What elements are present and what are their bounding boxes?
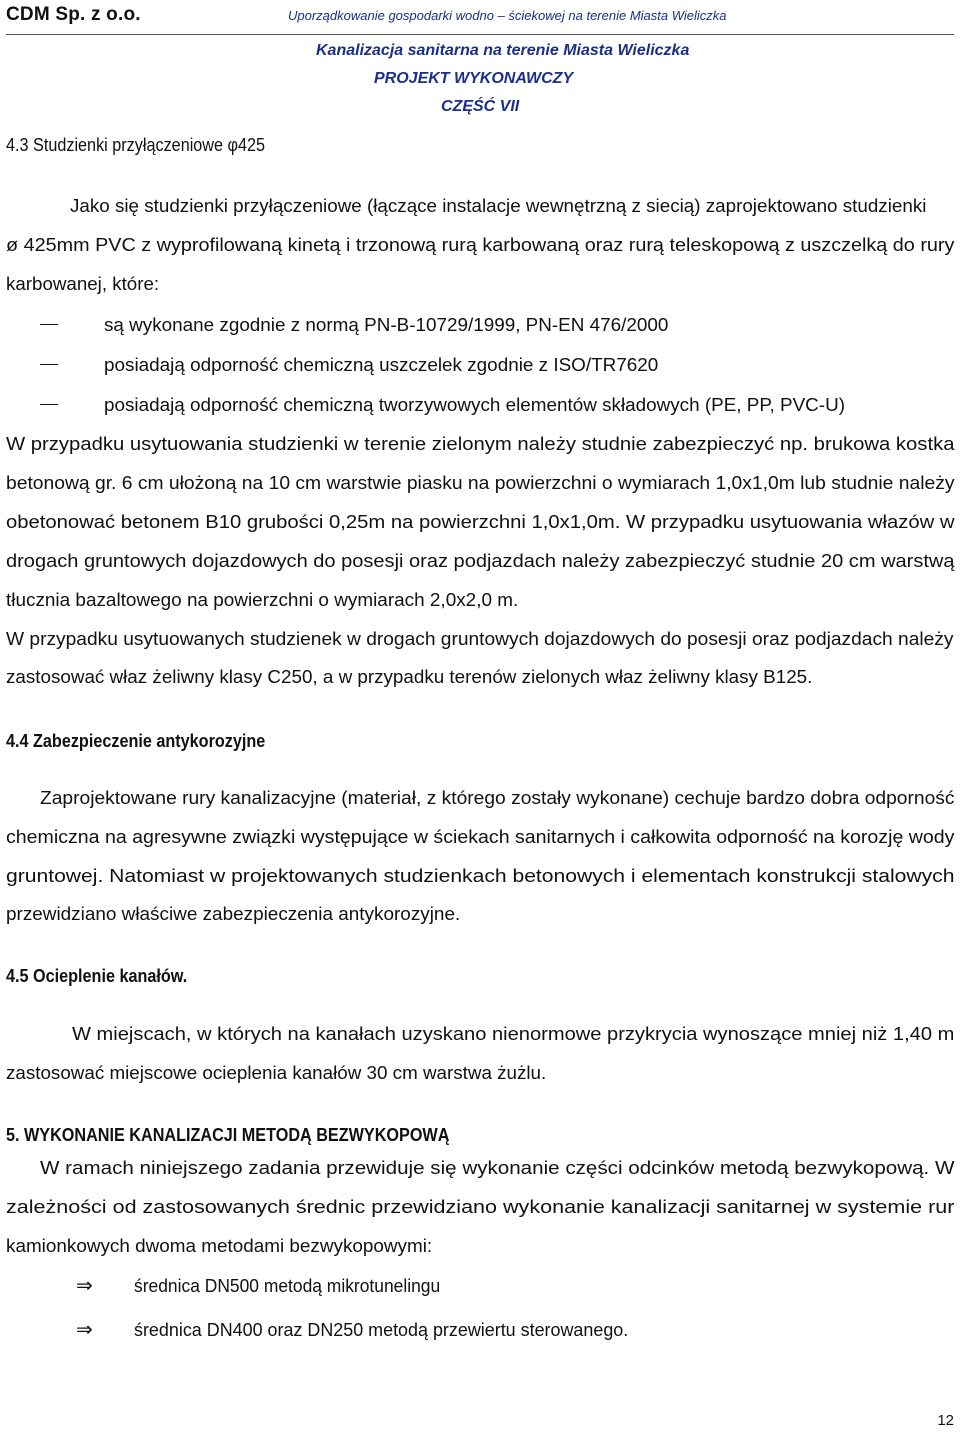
section-heading-5: 5. WYKONANIE KANALIZACJI METODĄ BEZWYKOPOWĄ bbox=[6, 1125, 450, 1145]
arrow-icon: ⇒ bbox=[76, 1317, 93, 1341]
section-heading-4-3: 4.3 Studzienki przyłączeniowe φ425 bbox=[6, 135, 266, 155]
paragraph-line: drogach gruntowych dojazdowych do posesji oraz podjazdach należy zabezpieczyć studnie 20 cm warstwą bbox=[6, 551, 955, 571]
paragraph-line: W ramach niniejszego zadania przewiduje się wykonanie części odcinków metodą bezwykopową. W bbox=[40, 1158, 955, 1178]
paragraph-line: gruntowej. Natomiast w projektowanych studzienkach betonowych i elementach konstrukcji stalowych bbox=[6, 866, 955, 886]
bullet-dash bbox=[40, 404, 58, 405]
paragraph-line: przewidziano właściwe zabezpieczenia antykorozyjne. bbox=[6, 904, 461, 924]
bullet-item: posiadają odporność chemiczną tworzywowych elementów składowych (PE, PP, PVC-U) bbox=[104, 395, 845, 415]
section-heading-4-5: 4.5 Ocieplenie kanałów. bbox=[6, 966, 188, 986]
page-number: 12 bbox=[937, 1412, 954, 1429]
section-heading-4-4: 4.4 Zabezpieczenie antykorozyjne bbox=[6, 731, 266, 751]
paragraph-line: chemiczna na agresywne związki występujące w ściekach sanitarnych i całkowita odporność na korozję wody bbox=[6, 827, 955, 847]
bullet-dash bbox=[40, 324, 58, 325]
project-type: PROJEKT WYKONAWCZY bbox=[374, 70, 574, 87]
list-item: średnica DN500 metodą mikrotunelingu bbox=[134, 1276, 441, 1296]
paragraph-line: W przypadku usytuowanych studzienek w drogach gruntowych dojazdowych do posesji oraz podjazdach należy bbox=[6, 629, 954, 649]
list-item: średnica DN400 oraz DN250 metodą przewiertu sterowanego. bbox=[134, 1320, 629, 1340]
paragraph-line: betonową gr. 6 cm ułożoną na 10 cm warstwie piasku na powierzchni o wymiarach 1,0x1,0m lub studnie należy bbox=[6, 473, 955, 493]
bullet-dash bbox=[40, 364, 58, 365]
document-title: Uporządkowanie gospodarki wodno – ściekowej na terenie Miasta Wieliczka bbox=[288, 8, 727, 23]
paragraph-line: obetonować betonem B10 grubości 0,25m na powierzchni 1,0x1,0m. W przypadku usytuowania włazów w bbox=[6, 512, 955, 532]
arrow-icon: ⇒ bbox=[76, 1273, 93, 1297]
bullet-item: posiadają odporność chemiczną uszczelek zgodnie z ISO/TR7620 bbox=[104, 355, 659, 375]
paragraph-line: zastosować miejscowe ocieplenia kanałów 30 cm warstwa żużlu. bbox=[6, 1063, 547, 1083]
document-subtitle: Kanalizacja sanitarna na terenie Miasta Wieliczka bbox=[316, 42, 690, 59]
paragraph-line: karbowanej, które: bbox=[6, 274, 160, 294]
paragraph-line: W przypadku usytuowania studzienki w terenie zielonym należy studnie zabezpieczyć np. brukowa kostka bbox=[6, 434, 955, 454]
header-divider bbox=[6, 34, 954, 35]
paragraph-line: ø 425mm PVC z wyprofilowaną kinetą i trzonową rurą karbowaną oraz rurą teleskopową z uszczelką do rury bbox=[6, 235, 955, 255]
paragraph-line: zastosować właz żeliwny klasy C250, a w przypadku terenów zielonych właz żeliwny klasy B125. bbox=[6, 667, 813, 687]
company-name: CDM Sp. z o.o. bbox=[6, 4, 141, 25]
paragraph-line: W miejscach, w których na kanałach uzyskano nienormowe przykrycia wynoszące mniej niż 1,40 m bbox=[72, 1024, 955, 1044]
paragraph-line: Jako się studzienki przyłączeniowe (łączące instalacje wewnętrzną z siecią) zaprojektowano studzienki bbox=[70, 196, 927, 216]
paragraph-line: zależności od zastosowanych średnic przewidziano wykonanie kanalizacji sanitarnej w systemie rur bbox=[6, 1197, 955, 1217]
paragraph-line: Zaprojektowane rury kanalizacyjne (materiał, z którego zostały wykonane) cechuje bardzo dobra odporność bbox=[40, 788, 955, 808]
paragraph-line: kamionkowych dwoma metodami bezwykopowymi: bbox=[6, 1236, 433, 1256]
paragraph-line: tłucznia bazaltowego na powierzchni o wymiarach 2,0x2,0 m. bbox=[6, 590, 519, 610]
bullet-item: są wykonane zgodnie z normą PN-B-10729/1999, PN-EN 476/2000 bbox=[104, 315, 669, 335]
part-number: CZĘŚĆ VII bbox=[441, 98, 520, 115]
